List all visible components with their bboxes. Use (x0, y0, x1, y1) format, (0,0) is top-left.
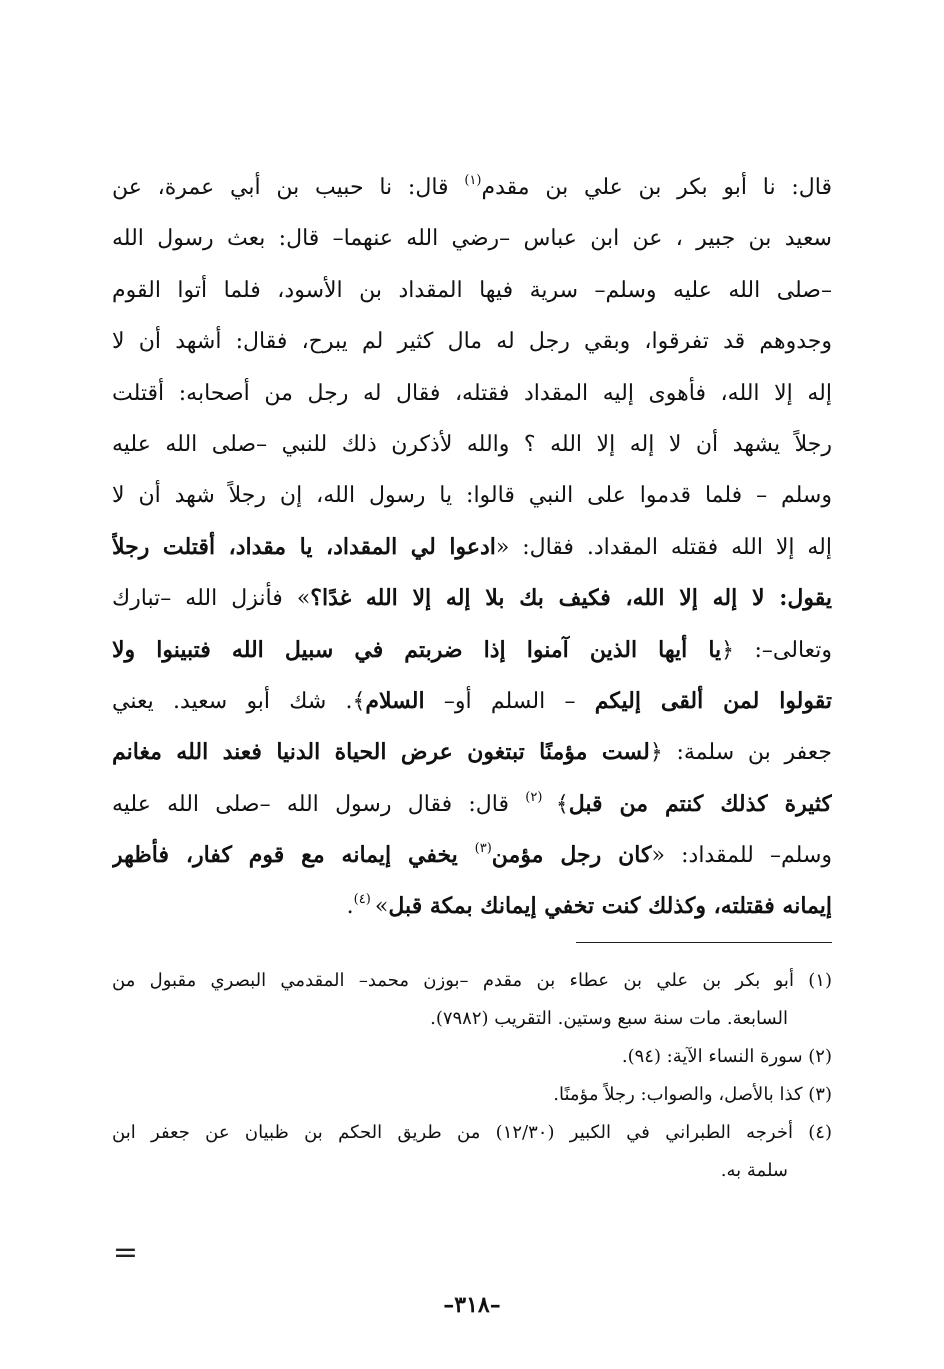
text-line (112, 727, 832, 778)
text-line (112, 470, 832, 521)
text-run: –صلى الله عليه وسلم– سرية فيها المقداد بن الأسود، فلما أتوا القوم (112, 277, 832, 303)
text-run: قال: نا حبيب بن أبي عمرة، عن (112, 175, 465, 200)
continuation-mark: = (112, 1235, 138, 1270)
text-run: قال: فقال رسول الله –صلى الله عليه (112, 791, 526, 817)
text-run: وسلم– للمقداد: « (651, 843, 832, 869)
text-line (112, 573, 832, 624)
hadith-bold-text: كان رجل مؤمن (491, 842, 652, 869)
text-run: رجلاً يشهد أن لا إله إلا الله ؟ والله لأذكرن ذلك للنبي –صلى الله عليه (112, 431, 832, 457)
text-line (112, 162, 832, 213)
text-run: جعفر بن سلمة: ﴿ (649, 740, 832, 766)
text-line (112, 676, 832, 727)
quran-bold-text: تقولوا لمن ألقى إليكم (594, 687, 832, 714)
text-run: » (374, 894, 389, 920)
text-run: قال: نا أبو بكر بن علي بن مقدم (481, 175, 832, 200)
footnote-continuation: سلمة به. (720, 1160, 788, 1181)
footnote-line: (٢) سورة النساء الآية: (٩٤). (621, 1046, 832, 1067)
hadith-bold-text: ادعوا لي المقداد، يا مقداد، أقتلت رجلاً (112, 533, 496, 560)
text-line (112, 522, 832, 573)
footnote-ref: (٢) (525, 789, 556, 805)
quran-bold-text: لست مؤمنًا تبتغون عرض الحياة الدنيا فعند الله مغانم (112, 739, 650, 766)
footnote-ref: (٣) (474, 841, 492, 857)
text-run: وسلم – فلما قدموا على النبي قالوا: يا رسول الله، إن رجلاً شهد أن لا (112, 483, 832, 509)
text-line (112, 316, 832, 367)
text-run: . (346, 894, 354, 920)
page-number: –٣١٨– (443, 1292, 501, 1318)
text-line (112, 625, 832, 676)
hadith-bold-text: يخفي إيمانه مع قوم كفار، فأظهر (112, 842, 475, 869)
footnotes-block (112, 962, 832, 1190)
quran-bold-text: السلام (365, 687, 425, 714)
text-line (112, 265, 832, 316)
quran-bold-text: كثيرة كذلك كنتم من قبل (568, 790, 832, 817)
main-text-block (112, 162, 832, 933)
footnote-line: (٤) أخرجه الطبراني في الكبير (١٢/٣٠) من طريق الحكم بن ظبيان عن جعفر ابن (112, 1122, 832, 1143)
footnote-separator (576, 942, 832, 943)
text-run: وجدوهم قد تفرقوا، وبقي رجل له مال كثير لم يبرح، فقال: أشهد أن لا (112, 329, 832, 355)
text-line (112, 779, 832, 830)
footnote-line: (١) أبو بكر بن علي بن عطاء بن مقدم –بوزن محمد– المقدمي البصري مقبول من (112, 970, 832, 991)
footnote-ref: (٤) (353, 892, 375, 908)
text-line (112, 419, 832, 470)
text-run: ﴾. شك أبو سعيد. يعني (112, 688, 366, 714)
text-line (112, 368, 832, 419)
text-run: – السلم أو– (424, 688, 595, 714)
text-line (112, 830, 832, 881)
hadith-bold-text: يقول: لا إله إلا الله، فكيف بك بلا إله إلا الله غدًا؟ (310, 585, 832, 612)
hadith-bold-text: إيمانه فقتلته، وكذلك كنت تخفي إيمانك بمكة قبل (388, 893, 832, 920)
text-run: وتعالى–: ﴿ (721, 637, 832, 663)
quran-bold-text: يا أيها الذين آمنوا إذا ضربتم في سبيل الله فتبينوا ولا (112, 636, 722, 663)
text-line (112, 213, 832, 264)
text-run: ﴾ (555, 791, 569, 817)
footnote-line: (٣) كذا بالأصل، والصواب: رجلاً مؤمنًا. (553, 1084, 832, 1105)
text-run: إله إلا الله فقتله المقداد. فقال: « (495, 534, 832, 560)
text-line (112, 881, 832, 932)
footnote-continuation: السابعة. مات سنة سبع وستين. التقريب (٧٩٨٢). (430, 1008, 788, 1029)
footnote-ref: (١) (464, 173, 482, 188)
text-run: » فأنزل الله –تبارك (112, 586, 311, 612)
text-run: إله إلا الله، فأهوى إليه المقداد فقتله، فقال له رجل من أصحابه: أقتلت (112, 380, 832, 406)
text-run: سعيد بن جبير ، عن ابن عباس –رضي الله عنهما– قال: بعث رسول الله (112, 226, 832, 252)
